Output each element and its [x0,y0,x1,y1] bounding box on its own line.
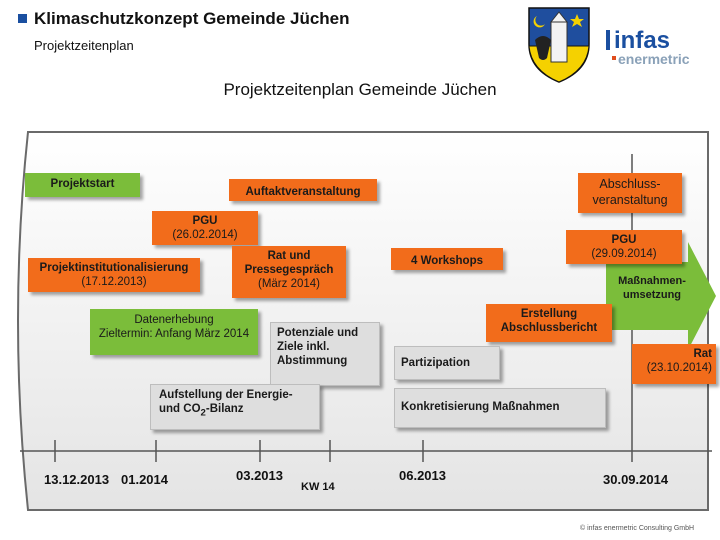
copyright-text: © infas enermetric Consulting GmbH [580,525,695,532]
date-label-5: 30.09.2014 [603,472,669,487]
projektinstitutionalisierung-box: Projektinstitutionalisierung (17.12.2013) [28,258,200,292]
partizipation-box: Partizipation [394,346,500,380]
date-label-3: 03.2013 [236,468,283,483]
projektstart-box: Projektstart [25,173,140,197]
energie-co2-bilanz-box: Aufstellung der Energie- und $CO_2$-Bilanz [150,384,320,430]
svg-text:enermetric: enermetric [618,51,690,67]
date-label-4: 06.2013 [399,468,446,483]
date-label-kw: KW 14 [301,481,335,493]
diagram-heading: Projektzeitenplan Gemeinde Jüchen [223,80,497,99]
date-label-2: 01.2014 [121,472,168,487]
pgu-box-1: PGU (26.02.2014) [152,211,258,245]
potenziale-ziele-box: Potenziale und Ziele inkl. Abstimmung [270,322,380,386]
rat-pressegespraech-box: Rat und Pressegespräch (März 2014) [232,246,346,298]
konkretisierung-massnahmen-box: Konkretisierung Maßnahmen [394,388,606,428]
auftaktveranstaltung-box: Auftaktveranstaltung [229,179,377,201]
erstellung-abschlussbericht-box: Erstellung Abschlussbericht [486,304,612,342]
massnahmenumsetzung-label: Maßnahmen-umsetzung [618,275,686,301]
pgu-box-2: PGU (29.09.2014) [566,230,682,264]
datenerhebung-box: Datenerhebung Zieltermin: Anfang März 2014 [90,309,258,355]
workshops-box: 4 Workshops [391,248,503,270]
abschlussveranstaltung-box: Abschluss-veranstaltung [578,173,682,213]
page-title: Klimaschutzkonzept Gemeinde Jüchen [34,9,350,28]
svg-text:infas: infas [614,27,671,54]
date-label-1: 13.12.2013 [44,472,110,487]
page-subtitle: Projektzeitenplan [34,38,134,53]
rat-box-2: Rat (23.10.2014) [632,344,716,384]
